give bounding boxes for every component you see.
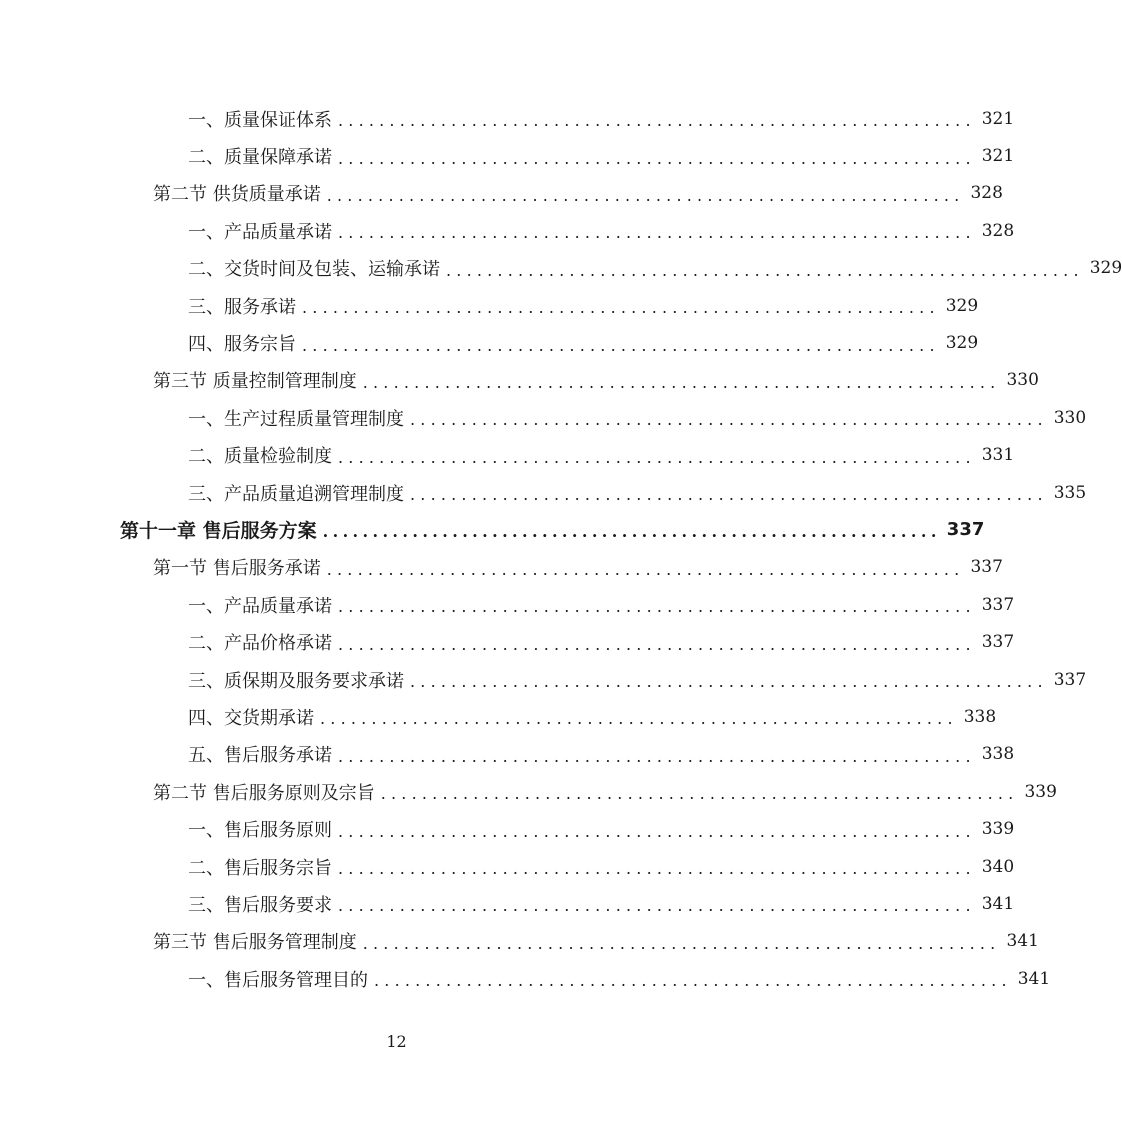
toc-entry[interactable] [0, 736, 1015, 773]
dot-leader: .............................................................. [338, 746, 976, 766]
toc-entry-page: 341 [981, 893, 1015, 914]
toc-entry[interactable] [0, 885, 1015, 922]
toc-entry-page: 330 [1006, 370, 1039, 391]
toc-entry[interactable] [0, 698, 997, 735]
page-number: 12 [386, 1032, 407, 1051]
toc-entry-page: 321 [981, 108, 1015, 129]
toc-chapter-page: 337 [946, 519, 985, 541]
toc-entry[interactable] [0, 586, 1015, 623]
dot-leader: .............................................................. [338, 821, 976, 841]
toc-entry-title: 一、质量保证体系 [188, 109, 332, 131]
dot-leader: .............................................................. [302, 298, 940, 318]
toc-entry-title: 三、产品质量追溯管理制度 [188, 483, 404, 505]
toc-entry-page: 329 [945, 333, 979, 354]
toc-entry-title: 二、交货时间及包装、运输承诺 [188, 259, 440, 281]
toc-entry-page: 337 [1053, 669, 1087, 690]
dot-leader: .............................................................. [326, 559, 965, 579]
toc-entry[interactable] [0, 623, 1015, 660]
toc-entry-title: 二、售后服务宗旨 [188, 857, 332, 879]
toc-entry-page: 337 [981, 632, 1015, 653]
dot-leader: .............................................................. [326, 185, 965, 205]
toc-entry-page: 329 [1089, 258, 1122, 279]
toc-entry-title: 二、产品价格承诺 [188, 633, 332, 655]
toc-entry-page: 341 [1006, 931, 1039, 952]
toc-entry-title: 一、生产过程质量管理制度 [188, 408, 404, 430]
toc-entry-page: 328 [981, 220, 1015, 241]
dot-leader: .............................................................. [338, 223, 976, 243]
toc-entry-title: 一、售后服务原则 [188, 820, 332, 842]
dot-leader: .............................................................. [446, 260, 1084, 280]
toc-entry-title: 一、产品质量承诺 [188, 595, 332, 617]
toc-entry-title: 三、售后服务要求 [188, 894, 332, 916]
toc-entry-page: 337 [981, 594, 1015, 615]
dot-leader: .............................................................. [410, 485, 1048, 505]
dot-leader: .............................................................. [338, 859, 976, 878]
toc-entry-page: 339 [1024, 781, 1057, 802]
dot-leader: .............................................................. [410, 410, 1048, 430]
toc-entry-page: 330 [1053, 407, 1087, 428]
toc-entry-page: 341 [1017, 968, 1051, 989]
toc-entry[interactable] [0, 810, 1015, 847]
table-of-contents [0, 100, 1122, 997]
toc-entry[interactable] [0, 324, 979, 361]
toc-entry-title: 四、服务宗旨 [188, 334, 296, 356]
toc-entry-page: 328 [970, 183, 1003, 204]
toc-entry[interactable] [0, 773, 1057, 810]
toc-entry-page: 337 [970, 557, 1003, 578]
toc-entry[interactable] [0, 661, 1087, 698]
toc-entry-page: 321 [981, 146, 1015, 167]
toc-entry-title: 第一节 售后服务承诺 [153, 558, 321, 580]
toc-entry-page: 329 [945, 295, 979, 316]
toc-entry[interactable] [0, 960, 1051, 997]
dot-leader: .............................................................. [338, 111, 976, 131]
toc-entry-page: 338 [981, 744, 1015, 765]
toc-chapter-title: 第十一章 售后服务方案 [120, 520, 317, 543]
toc-entry[interactable] [0, 923, 1039, 960]
toc-entry-title: 一、产品质量承诺 [188, 221, 332, 243]
toc-entry[interactable] [0, 399, 1087, 436]
toc-entry[interactable] [0, 549, 1003, 586]
dot-leader: .............................................................. [338, 447, 976, 467]
toc-entry-title: 二、质量检验制度 [188, 446, 332, 468]
toc-entry-page: 340 [981, 856, 1015, 877]
toc-entry[interactable] [0, 474, 1087, 511]
toc-entry-title: 一、售后服务管理目的 [188, 969, 368, 991]
dot-leader: .............................................................. [338, 634, 976, 654]
dot-leader: .............................................................. [338, 896, 976, 916]
dot-leader: .............................................................. [380, 784, 1019, 804]
toc-entry-title: 第二节 售后服务原则及宗旨 [153, 782, 375, 804]
toc-entry[interactable] [0, 250, 1122, 287]
toc-entry[interactable] [0, 100, 1015, 137]
dot-leader: .............................................................. [362, 372, 1001, 392]
toc-entry[interactable] [0, 362, 1039, 399]
toc-entry[interactable] [0, 212, 1015, 249]
toc-entry-title: 第二节 供货质量承诺 [153, 184, 321, 206]
toc-entry-page: 335 [1053, 482, 1087, 503]
toc-entry-title: 三、服务承诺 [188, 296, 296, 318]
dot-leader: .............................................................. [302, 335, 940, 355]
toc-entry[interactable] [0, 175, 1003, 212]
toc-entry-title: 五、售后服务承诺 [188, 745, 332, 767]
toc-chapter-entry[interactable] [0, 511, 985, 548]
dot-leader: .............................................................. [374, 971, 1012, 991]
dot-leader: .............................................................. [320, 709, 958, 729]
toc-entry-page: 331 [981, 445, 1015, 466]
dot-leader: .............................................................. [338, 148, 976, 168]
dot-leader: .............................................................. [322, 522, 941, 542]
dot-leader: .............................................................. [362, 933, 1001, 953]
toc-entry[interactable] [0, 848, 1015, 885]
toc-entry-page: 338 [963, 706, 997, 727]
dot-leader: .............................................................. [410, 672, 1048, 692]
toc-entry-title: 第三节 质量控制管理制度 [153, 371, 357, 393]
toc-entry-title: 三、质保期及服务要求承诺 [188, 670, 404, 692]
toc-entry-title: 四、交货期承诺 [188, 707, 314, 729]
toc-entry[interactable] [0, 137, 1015, 174]
toc-entry-page: 339 [981, 819, 1015, 840]
toc-entry[interactable] [0, 287, 979, 324]
toc-entry-title: 二、质量保障承诺 [188, 147, 332, 169]
dot-leader: .............................................................. [338, 597, 976, 617]
toc-entry-title: 第三节 售后服务管理制度 [153, 932, 357, 954]
toc-entry[interactable] [0, 437, 1015, 474]
